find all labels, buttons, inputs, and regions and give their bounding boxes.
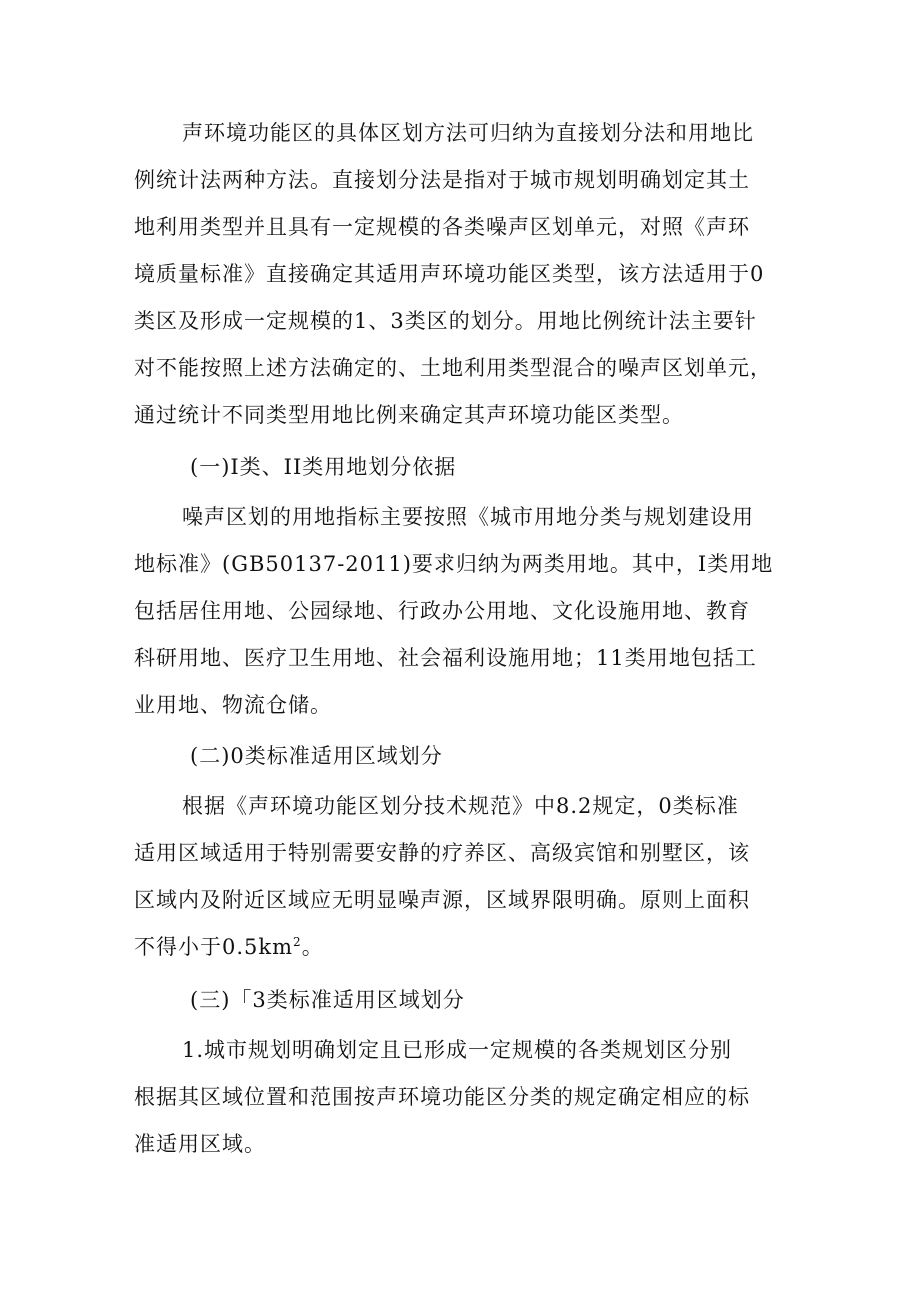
paragraph-line: 声环境功能区的具体区划方法可归纳为直接划分法和用地比 xyxy=(182,121,754,145)
paragraph-line: 噪声区划的用地指标主要按照《城市用地分类与规划建设用 xyxy=(182,505,754,529)
paragraph-line: 根据《声环境功能区划分技术规范》中8.2规定，0类标准 xyxy=(182,794,739,818)
paragraph-line xyxy=(134,932,324,962)
paragraph-line: 类区及形成一定规模的1、3类区的划分。用地比例统计法主要针 xyxy=(134,309,757,333)
paragraph-line: 地利用类型并且具有一定规模的各类噪声区划单元，对照《声环 xyxy=(134,215,750,239)
superscript: 2 xyxy=(293,935,302,949)
paragraph-line: 境质量标准》直接确定其适用声环境功能区类型，该方法适用于0 xyxy=(134,262,765,286)
paragraph-line: 1.城市规划明确划定且已形成一定规模的各类规划区分别 xyxy=(182,1038,733,1062)
paragraph-line: 例统计法两种方法。直接划分法是指对于城市规划明确划定其土 xyxy=(134,168,750,192)
paragraph-text: 不得小于0.5km xyxy=(134,935,294,959)
paragraph-line: 通过统计不同类型用地比例来确定其声环境功能区类型。 xyxy=(134,403,684,427)
paragraph-line: 区域内及附近区域应无明显噪声源，区域界限明确。原则上面积 xyxy=(134,888,750,912)
section-heading: (三)「3类标准适用区域划分 xyxy=(190,988,465,1012)
period: 。 xyxy=(301,935,324,959)
paragraph-line: 对不能按照上述方法确定的、土地利用类型混合的噪声区划单元， xyxy=(134,356,772,380)
paragraph-line: 地标准》(GB50137-2011)要求归纳为两类用地。其中，I类用地 xyxy=(134,552,774,576)
paragraph-line: 准适用区域。 xyxy=(134,1132,266,1156)
paragraph-line: 科研用地、医疗卫生用地、社会福利设施用地；11类用地包括工 xyxy=(134,646,757,670)
paragraph-line: 根据其区域位置和范围按声环境功能区分类的规定确定相应的标 xyxy=(134,1085,750,1109)
section-heading: (二)0类标准适用区域划分 xyxy=(190,744,443,768)
section-heading: (一)I类、II类用地划分依据 xyxy=(190,455,457,479)
paragraph-line: 包括居住用地、公园绿地、行政办公用地、文化设施用地、教育 xyxy=(134,599,750,623)
paragraph-line: 业用地、物流仓储。 xyxy=(134,693,332,717)
paragraph-line: 适用区域适用于特别需要安静的疗养区、高级宾馆和别墅区，该 xyxy=(134,841,750,865)
